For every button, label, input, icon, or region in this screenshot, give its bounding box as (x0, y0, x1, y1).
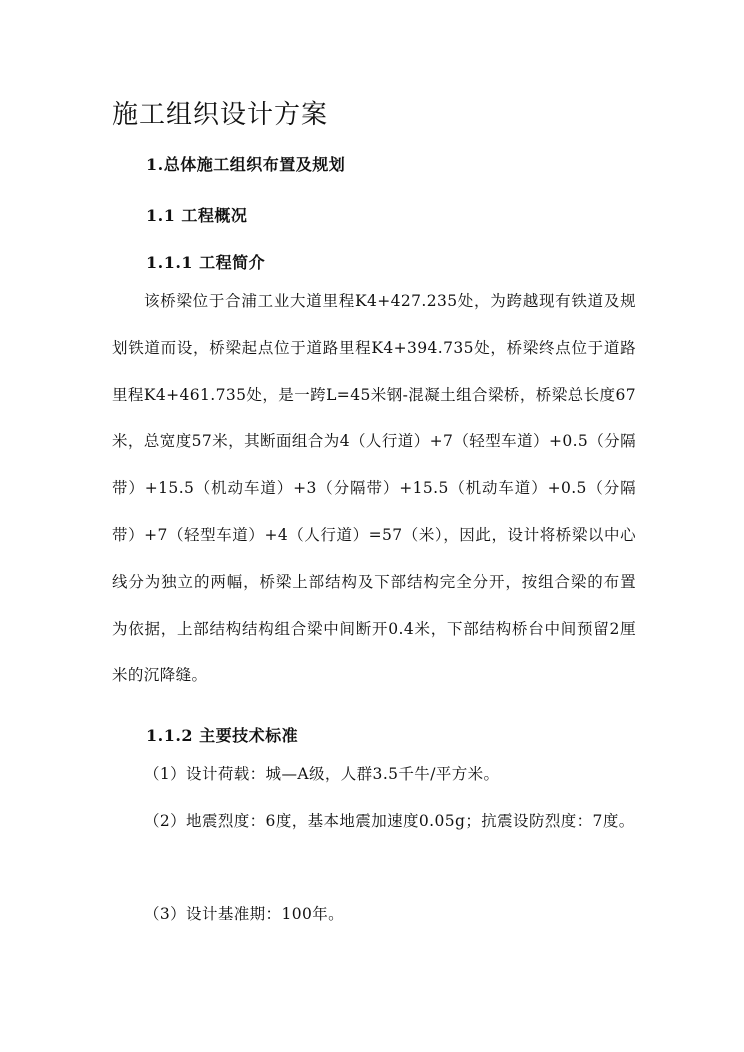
section-heading-1-1: 1.1 工程概况 (146, 206, 248, 225)
standard-item-design-load: （1）设计荷载：城—A级，人群3.5千牛/平方米。 (144, 765, 500, 783)
section-heading-1: 1.总体施工组织布置及规划 (146, 155, 346, 174)
section-heading-1-1-1: 1.1.1 工程简介 (146, 253, 266, 272)
project-intro-paragraph: 该桥梁位于合浦工业大道里程K4+427.235处，为跨越现有铁道及规划铁道而设，桥梁起点位于道路里程K4+394.735处，桥梁终点位于道路里程K4+461.735处，是一跨L=45米钢-混凝土组合梁桥，桥梁总长度67米，总宽度57米，其断面组合为4（人行道）+7（轻型车道）+0.5（分隔带）+15.5（机动车道）+3（分隔带）+15.5（机动车道）+0.5（分隔带）+7（轻型车道）+4（人行道）=57（米），因此，设计将桥梁以中心线分为独立的两幅，桥梁上部结构及下部结构完全分开，按组合梁的布置为依据，上部结构结构组合梁中间断开0.4米，下部结构桥台中间预留2厘米的沉降缝。 (112, 292, 636, 685)
standard-item-seismic: （2）地震烈度：6度，基本地震加速度0.05g；抗震设防烈度：7度。 (144, 812, 635, 830)
document-title: 施工组织设计方案 (112, 100, 329, 130)
section-heading-1-1-2: 1.1.2 主要技术标准 (146, 726, 299, 745)
standard-item-design-period: （3）设计基准期：100年。 (144, 905, 345, 923)
